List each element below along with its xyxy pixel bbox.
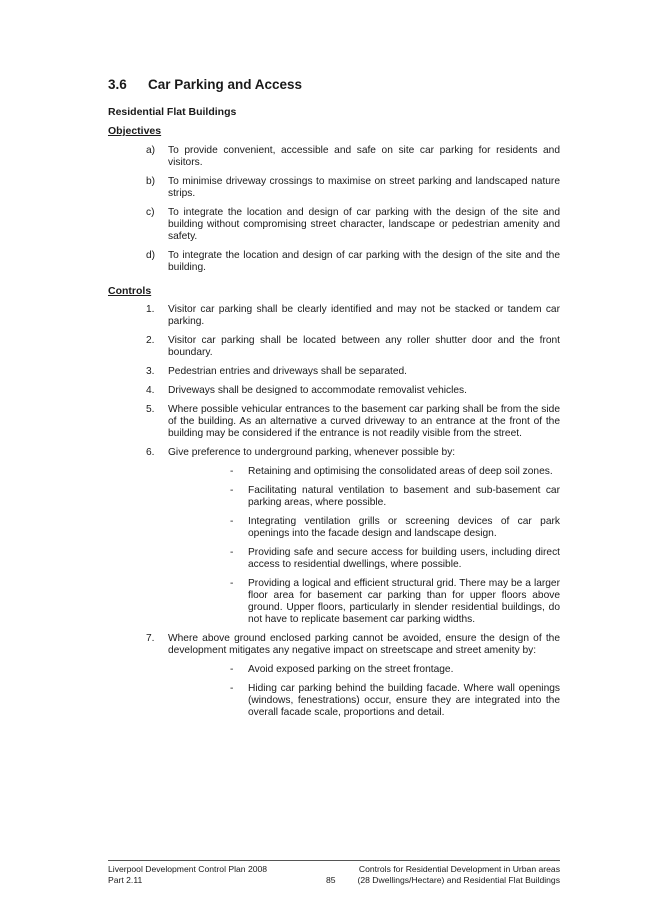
sub-item-text: Integrating ventilation grills or screening devices of car park openings into the facade design and landscape design. [248, 516, 560, 539]
control-item [108, 404, 560, 440]
footer-left-line2: Part 2.11 [108, 875, 143, 885]
objectives-heading: Objectives [108, 125, 162, 137]
item-marker: d) [146, 250, 156, 261]
item-text: Pedestrian entries and driveways shall be separated. [168, 366, 407, 377]
section-title: Car Parking and Access [148, 77, 303, 92]
footer-right-line1: Controls for Residential Development in Urban areas [358, 864, 560, 874]
item-text: Where possible vehicular entrances to the basement car parking shall be from the side of the building. As an alternative a curved driveway to an entrance at the front of the building may be considered if the entrance is not readily visible from the street. [168, 404, 560, 439]
item-marker: c) [146, 207, 155, 218]
section-number: 3.6 [108, 77, 127, 92]
item-marker: 7. [146, 633, 155, 644]
sub-item-text: Avoid exposed parking on the street frontage. [248, 664, 454, 675]
dash-marker: - [230, 683, 234, 694]
item-text: Where above ground enclosed parking cannot be avoided, ensure the design of the development mitigates any negative impact on streetscape and street amenity by: [168, 633, 560, 656]
control-sublist [168, 466, 560, 626]
item-text: To integrate the location and design of car parking with the design of the site and the building. [168, 250, 560, 273]
control-item [108, 633, 560, 719]
objective-item [108, 207, 560, 243]
item-marker: 6. [146, 447, 155, 458]
dash-marker: - [230, 485, 234, 496]
item-marker: a) [146, 145, 156, 156]
item-marker: 3. [146, 366, 155, 377]
sub-item [168, 547, 560, 571]
control-item [108, 335, 560, 359]
control-item [108, 366, 560, 378]
item-text: Visitor car parking shall be located between any roller shutter door and the front boundary. [168, 335, 560, 358]
item-marker: 1. [146, 304, 155, 315]
control-item [108, 385, 560, 397]
controls-list [108, 304, 560, 726]
sub-item-text: Facilitating natural ventilation to basement and sub-basement car parking areas, where possible. [248, 485, 560, 508]
item-text: Give preference to underground parking, whenever possible by: [168, 447, 456, 458]
sub-item [168, 683, 560, 719]
objective-item [108, 250, 560, 274]
dash-marker: - [230, 516, 234, 527]
item-text: Driveways shall be designed to accommodate removalist vehicles. [168, 385, 467, 396]
control-sublist [168, 664, 560, 719]
sub-item [168, 466, 560, 478]
sub-item-text: Retaining and optimising the consolidated areas of deep soil zones. [248, 466, 553, 477]
item-marker: 4. [146, 385, 155, 396]
subsection-title: Residential Flat Buildings [108, 106, 237, 118]
item-marker: b) [146, 176, 156, 187]
control-item [108, 447, 560, 626]
sub-item [168, 578, 560, 626]
control-item [108, 304, 560, 328]
footer-left-line1: Liverpool Development Control Plan 2008 [108, 864, 268, 874]
item-marker: 2. [146, 335, 155, 346]
item-text: To provide convenient, accessible and safe on site car parking for residents and visitors. [168, 145, 560, 168]
footer-divider [108, 860, 560, 861]
controls-heading: Controls [108, 285, 152, 297]
objective-item [108, 145, 560, 169]
dash-marker: - [230, 664, 234, 675]
item-text: To integrate the location and design of car parking with the design of the site and building without compromising street character, landscape or pedestrian amenity and safety. [168, 207, 560, 242]
item-text: Visitor car parking shall be clearly identified and may not be stacked or tandem car parking. [168, 304, 560, 327]
sub-item-text: Providing safe and secure access for building users, including direct access to residential dwellings, where possible. [248, 547, 560, 570]
dash-marker: - [230, 466, 234, 477]
sub-item-text: Hiding car parking behind the building facade. Where wall openings (windows, fenestrations) occur, ensure they are integrated into the overall facade scale, proportions and detail. [248, 683, 560, 718]
objective-item [108, 176, 560, 200]
sub-item [168, 485, 560, 509]
sub-item [168, 664, 560, 676]
objectives-list [108, 145, 560, 281]
sub-item-text: Providing a logical and efficient structural grid. There may be a larger floor area for basement car parking than for upper floors above ground. Upper floors, particularly in slender residential buildings, do not have to replicate basement car parking widths. [248, 578, 560, 625]
footer-right-line2: (28 Dwellings/Hectare) and Residential Flat Buildings [357, 875, 560, 885]
section-heading [108, 77, 302, 92]
item-marker: 5. [146, 404, 155, 415]
footer-page-number: 85 [326, 875, 336, 885]
sub-item [168, 516, 560, 540]
item-text: To minimise driveway crossings to maximise on street parking and landscaped nature strips. [168, 176, 560, 199]
dash-marker: - [230, 578, 234, 589]
dash-marker: - [230, 547, 234, 558]
